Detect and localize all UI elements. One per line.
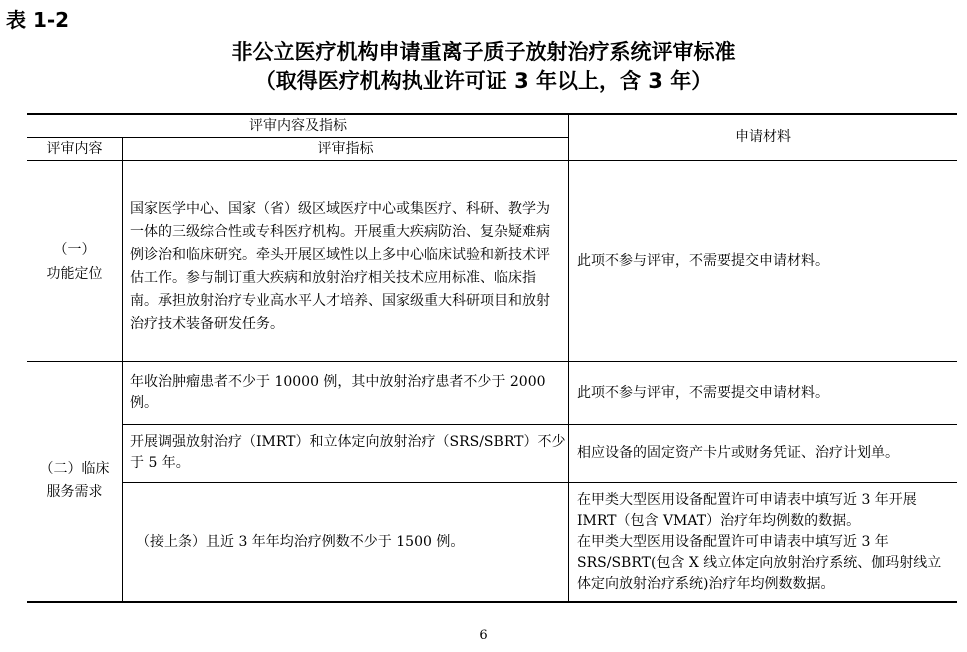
column-header-content: 评审内容 (46, 141, 103, 157)
section-label-line: 功能定位 (46, 266, 103, 282)
materials-paragraph: 在甲类大型医用设备配置许可申请表中填写近 3 年SRS/SBRT(包含 X 线立体定向放射治疗系统、伽玛射线立体定向放射治疗系统)治疗年均例数数据。 (577, 534, 942, 592)
section-label-line: （二）临床 (39, 461, 110, 477)
section-label (27, 238, 122, 286)
section-label-line: 服务需求 (46, 484, 103, 500)
indicator-cell: 国家医学中心、国家（省）级区域医疗中心或集医疗、科研、教学为一体的三级综合性或专科医疗机构。开展重大疾病防治、复杂疑难病例诊治和临床研究。牵头开展区域性以上多中心临床试验和新技术评估工作。参与制订重大疾病和放射治疗相关技术应用标准、临床指南。承担放射治疗专业高水平人才培养、国家级重大科研项目和放射治疗技术装备研发任务。 (130, 201, 550, 332)
column-divider-content (122, 137, 123, 602)
materials-cell (577, 490, 952, 595)
materials-paragraph: 在甲类大型医用设备配置许可申请表中填写近 3 年开展 IMRT（包含 VMAT）治疗年均例数的数据。 (577, 492, 917, 529)
row-divider (122, 482, 957, 483)
indicator-cell: 开展调强放射治疗（IMRT）和立体定向放射治疗（SRS/SBRT）不少于 5 年。 (130, 434, 566, 471)
document-subtitle: （取得医疗机构执业许可证 3 年以上，含 3 年） (254, 69, 713, 93)
column-divider-materials (568, 114, 569, 602)
row-divider (122, 424, 957, 425)
document-title: 非公立医疗机构申请重离子质子放射治疗系统评审标准 (231, 40, 736, 64)
materials-cell: 相应设备的固定资产卡片或财务凭证、治疗计划单。 (577, 445, 899, 461)
materials-cell: 此项不参与评审，不需要提交申请材料。 (577, 385, 829, 401)
indicator-cell: （接上条）且近 3 年年均治疗例数不少于 1500 例。 (136, 534, 465, 550)
section-label (27, 458, 122, 504)
column-group-header: 评审内容及指标 (249, 118, 347, 134)
materials-cell: 此项不参与评审，不需要提交申请材料。 (577, 253, 829, 269)
column-header-indicator: 评审指标 (317, 141, 374, 157)
indicator-cell: 年收治肿瘤患者不少于 10000 例，其中放射治疗患者不少于 2000 例。 (130, 374, 546, 411)
table-label: 表 1-2 (6, 8, 70, 32)
table-bottom-border (27, 601, 957, 603)
column-header-materials: 申请材料 (735, 129, 791, 145)
section-label-line: （一） (53, 242, 96, 258)
page-number: 6 (479, 628, 488, 643)
section-divider (27, 361, 957, 362)
header-bottom-border (27, 160, 957, 161)
